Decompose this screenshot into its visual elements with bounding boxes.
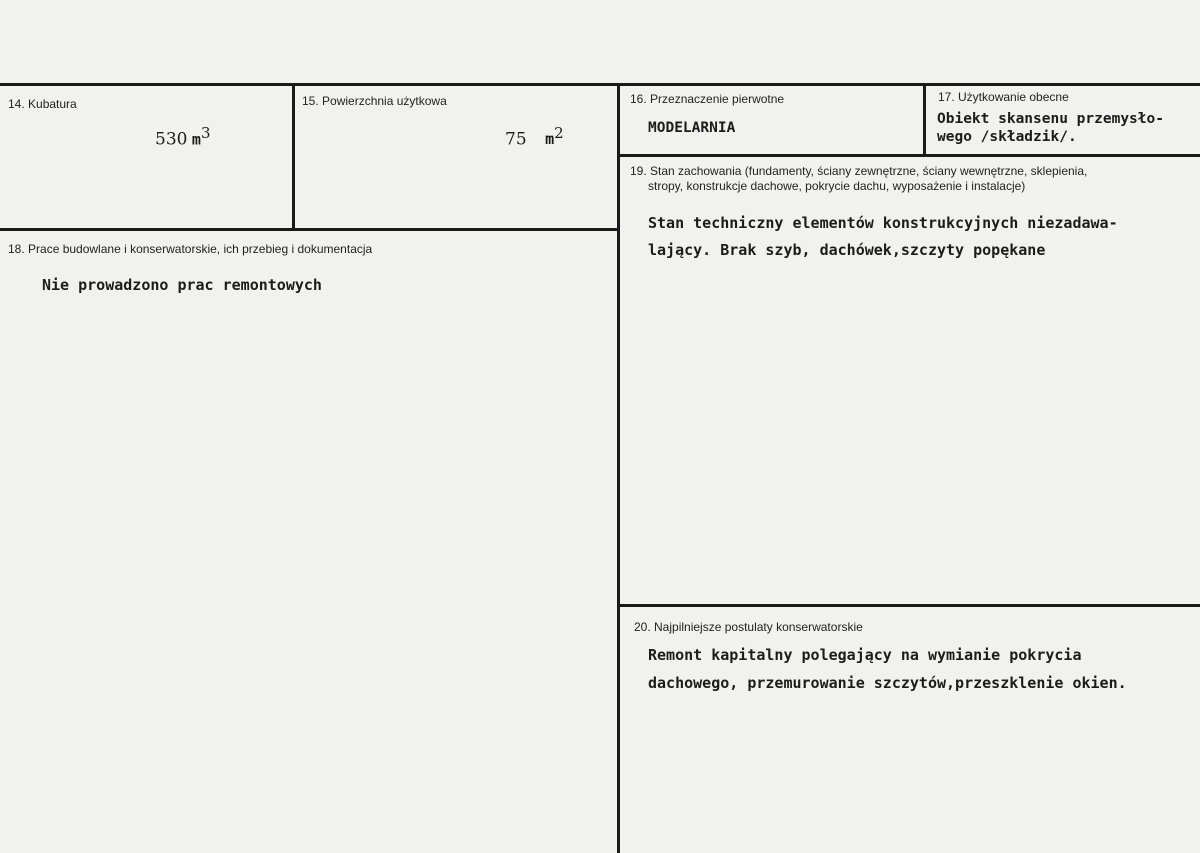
field-14-exponent: 3 [200,124,211,142]
field-16-value: MODELARNIA [648,120,736,136]
field-14-value [155,124,210,149]
field-17-line-1: Obiekt skansenu przemysło- [937,111,1164,127]
top-border-line [0,83,1200,86]
field-15-number: 75 [505,129,527,150]
field-19-label-line-1: 19. Stan zachowania (fundamenty, ściany zewnętrzne, ściany wewnętrzne, sklepienia, [630,164,1088,178]
field-15-value [505,124,564,149]
field-16-label: 16. Przeznaczenie pierwotne [630,92,785,106]
field-20-label: 20. Najpilniejsze postulaty konserwatorskie [634,620,863,634]
row-divider-bottom-right [618,604,1200,607]
field-15-unit: m [545,130,555,149]
field-18-label: 18. Prace budowlane i konserwatorskie, ich przebieg i dokumentacja [8,242,373,256]
field-14-unit: m [191,130,201,149]
column-divider-14-15 [292,83,295,231]
field-17-line-2: wego /składzik/. [937,129,1077,145]
field-17-label: 17. Użytkowanie obecne [938,90,1069,104]
column-divider-main [617,83,620,853]
field-15-exponent: 2 [554,124,564,142]
row-divider-left [0,228,620,231]
field-19-line-1: Stan techniczny elementów konstrukcyjnych niezadawa- [648,214,1118,232]
field-20-line-2: dachowego, przemurowanie szczytów,przeszklenie okien. [648,674,1127,692]
field-19-label-line-2: stropy, konstrukcje dachowe, pokrycie dachu, wyposażenie i instalacje) [648,179,1026,193]
field-14-label: 14. Kubatura [8,97,77,111]
column-divider-16-17 [923,83,926,156]
field-18-value: Nie prowadzono prac remontowych [42,276,322,294]
field-19-line-2: lający. Brak szyb, dachówek,szczyty popękane [648,241,1046,259]
field-14-number: 530 [155,129,188,150]
row-divider-top-right [618,154,1200,157]
field-15-label: 15. Powierzchnia użytkowa [302,94,447,108]
field-20-line-1: Remont kapitalny polegający na wymianie pokrycia [648,646,1082,664]
